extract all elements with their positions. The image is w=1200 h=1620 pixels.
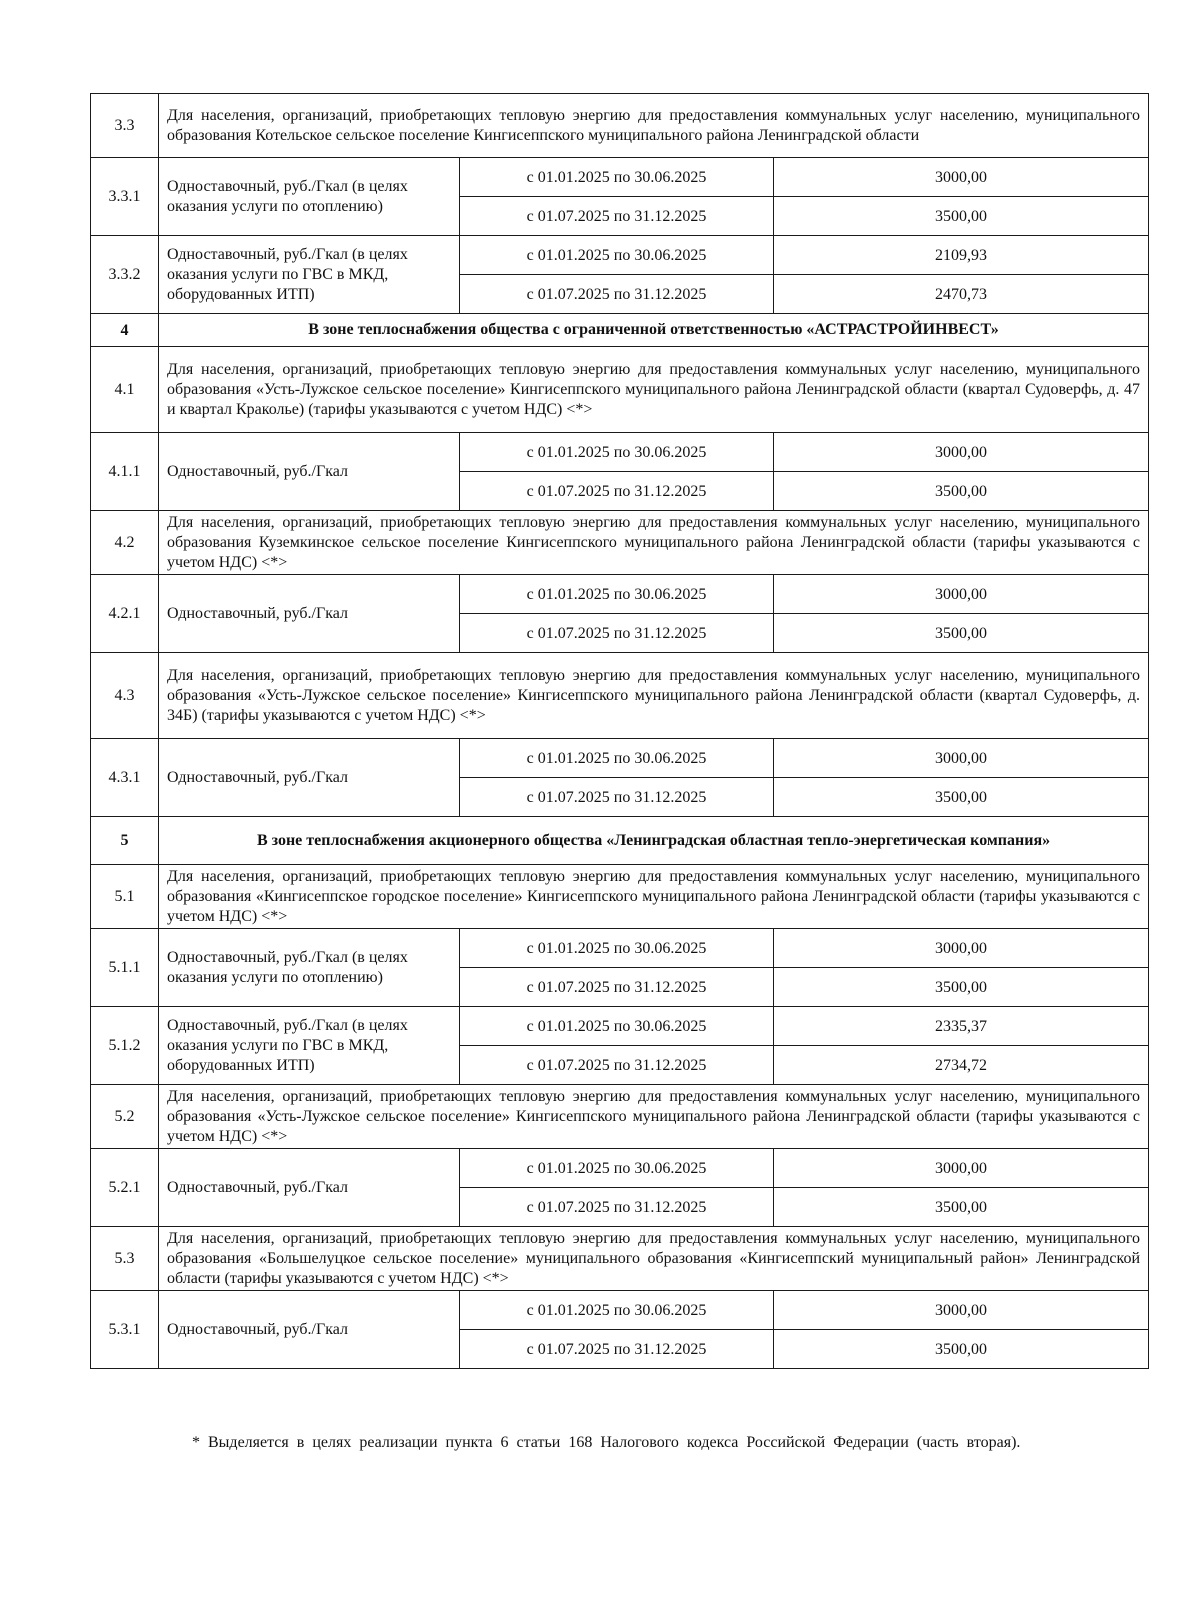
row-number: 4.2 [91, 511, 159, 575]
section-description-row [91, 511, 1149, 575]
tariff-name: Одноставочный, руб./Гкал [159, 575, 460, 653]
tariff-name: Одноставочный, руб./Гкал (в целях оказания услуги по ГВС в МКД, оборудованных ИТП) [159, 236, 460, 314]
row-number: 5.2.1 [91, 1149, 159, 1227]
tariff-value: 3000,00 [774, 158, 1149, 197]
tariff-period: с 01.07.2025 по 31.12.2025 [460, 197, 774, 236]
tariff-value: 2470,73 [774, 275, 1149, 314]
tariff-period: с 01.01.2025 по 30.06.2025 [460, 929, 774, 968]
row-number: 4.1 [91, 347, 159, 433]
row-number: 4.2.1 [91, 575, 159, 653]
row-number: 3.3 [91, 94, 159, 158]
row-number: 5.1 [91, 865, 159, 929]
tariff-name: Одноставочный, руб./Гкал [159, 1291, 460, 1369]
section-description-row [91, 347, 1149, 433]
row-number: 3.3.2 [91, 236, 159, 314]
tariff-value: 2335,37 [774, 1007, 1149, 1046]
tariff-row [91, 433, 1149, 472]
tariff-value: 3500,00 [774, 1330, 1149, 1369]
tariff-value: 3000,00 [774, 929, 1149, 968]
zone-number: 5 [91, 817, 159, 865]
row-number: 5.1.1 [91, 929, 159, 1007]
footnote: * Выделяется в целях реализации пункта 6 статьи 168 Налогового кодекса Российской Федерации (часть вторая). [192, 1434, 1021, 1451]
tariff-period: с 01.01.2025 по 30.06.2025 [460, 739, 774, 778]
tariff-row [91, 1149, 1149, 1188]
tariff-value: 2109,93 [774, 236, 1149, 275]
tariff-row [91, 929, 1149, 968]
tariff-value: 3500,00 [774, 197, 1149, 236]
tariff-value: 3500,00 [774, 778, 1149, 817]
tariff-period: с 01.01.2025 по 30.06.2025 [460, 575, 774, 614]
section-description: Для населения, организаций, приобретающих тепловую энергию для предоставления коммунальных услуг населению, муниципального образования «Кингисеппское городское поселение» Кингисеппского муниципального района Ленинградской области (тарифы указываются с учетом НДС) <*> [159, 865, 1149, 929]
section-description: Для населения, организаций, приобретающих тепловую энергию для предоставления коммунальных услуг населению, муниципального образования Котельское сельское поселение Кингисеппского муниципального района Ленинградской области [159, 94, 1149, 158]
tariff-row [91, 575, 1149, 614]
tariff-period: с 01.07.2025 по 31.12.2025 [460, 1046, 774, 1085]
tariff-period: с 01.07.2025 по 31.12.2025 [460, 275, 774, 314]
zone-header-row [91, 314, 1149, 347]
section-description-row [91, 1227, 1149, 1291]
section-description-row [91, 1085, 1149, 1149]
section-description-row [91, 653, 1149, 739]
section-description: Для населения, организаций, приобретающих тепловую энергию для предоставления коммунальных услуг населению, муниципального образования «Усть-Лужское сельское поселение» Кингисеппского муниципального района Ленинградской области (квартал Судоверфь, д. 47 и квартал Краколье) (тарифы указываются с учетом НДС) <*> [159, 347, 1149, 433]
tariff-row [91, 1007, 1149, 1046]
tariff-row [91, 158, 1149, 197]
document-page [90, 93, 1148, 1369]
row-number: 5.3.1 [91, 1291, 159, 1369]
tariff-period: с 01.07.2025 по 31.12.2025 [460, 778, 774, 817]
tariff-name: Одноставочный, руб./Гкал (в целях оказания услуги по отоплению) [159, 929, 460, 1007]
row-number: 5.2 [91, 1085, 159, 1149]
tariff-value: 2734,72 [774, 1046, 1149, 1085]
zone-header-row [91, 817, 1149, 865]
zone-title: В зоне теплоснабжения общества с ограниченной ответственностью «АСТРАСТРОЙИНВЕСТ» [159, 314, 1149, 347]
tariff-period: с 01.01.2025 по 30.06.2025 [460, 158, 774, 197]
row-number: 4.3 [91, 653, 159, 739]
row-number: 4.1.1 [91, 433, 159, 511]
tariff-period: с 01.01.2025 по 30.06.2025 [460, 433, 774, 472]
tariff-value: 3500,00 [774, 614, 1149, 653]
tariff-name: Одноставочный, руб./Гкал [159, 1149, 460, 1227]
tariff-row [91, 236, 1149, 275]
tariff-value: 3000,00 [774, 739, 1149, 778]
row-number: 4.3.1 [91, 739, 159, 817]
tariff-period: с 01.01.2025 по 30.06.2025 [460, 1007, 774, 1046]
section-description-row [91, 94, 1149, 158]
tariff-value: 3500,00 [774, 472, 1149, 511]
tariff-row [91, 1291, 1149, 1330]
section-description: Для населения, организаций, приобретающих тепловую энергию для предоставления коммунальных услуг населению, муниципального образования «Усть-Лужское сельское поселение» Кингисеппского муниципального района Ленинградской области (тарифы указываются с учетом НДС) <*> [159, 1085, 1149, 1149]
section-description: Для населения, организаций, приобретающих тепловую энергию для предоставления коммунальных услуг населению, муниципального образования «Усть-Лужское сельское поселение» Кингисеппского муниципального района Ленинградской области (квартал Судоверфь, д. 34Б) (тарифы указываются с учетом НДС) <*> [159, 653, 1149, 739]
tariff-name: Одноставочный, руб./Гкал (в целях оказания услуги по ГВС в МКД, оборудованных ИТП) [159, 1007, 460, 1085]
zone-number: 4 [91, 314, 159, 347]
tariff-period: с 01.01.2025 по 30.06.2025 [460, 1291, 774, 1330]
tariff-name: Одноставочный, руб./Гкал (в целях оказания услуги по отоплению) [159, 158, 460, 236]
tariff-period: с 01.07.2025 по 31.12.2025 [460, 472, 774, 511]
tariff-period: с 01.07.2025 по 31.12.2025 [460, 1188, 774, 1227]
tariff-period: с 01.01.2025 по 30.06.2025 [460, 1149, 774, 1188]
section-description-row [91, 865, 1149, 929]
tariff-period: с 01.01.2025 по 30.06.2025 [460, 236, 774, 275]
tariff-value: 3000,00 [774, 575, 1149, 614]
tariff-value: 3000,00 [774, 433, 1149, 472]
row-number: 5.3 [91, 1227, 159, 1291]
tariff-value: 3500,00 [774, 1188, 1149, 1227]
tariff-name: Одноставочный, руб./Гкал [159, 433, 460, 511]
zone-title: В зоне теплоснабжения акционерного общества «Ленинградская областная тепло-энергетическая компания» [159, 817, 1149, 865]
tariff-period: с 01.07.2025 по 31.12.2025 [460, 614, 774, 653]
tariff-value: 3000,00 [774, 1149, 1149, 1188]
tariff-value: 3000,00 [774, 1291, 1149, 1330]
tariff-period: с 01.07.2025 по 31.12.2025 [460, 968, 774, 1007]
tariff-name: Одноставочный, руб./Гкал [159, 739, 460, 817]
row-number: 5.1.2 [91, 1007, 159, 1085]
row-number: 3.3.1 [91, 158, 159, 236]
tariff-period: с 01.07.2025 по 31.12.2025 [460, 1330, 774, 1369]
tariff-row [91, 739, 1149, 778]
section-description: Для населения, организаций, приобретающих тепловую энергию для предоставления коммунальных услуг населению, муниципального образования Куземкинское сельское поселение Кингисеппского муниципального района Ленинградской области (тарифы указываются с учетом НДС) <*> [159, 511, 1149, 575]
tariff-table [90, 93, 1149, 1369]
tariff-value: 3500,00 [774, 968, 1149, 1007]
section-description: Для населения, организаций, приобретающих тепловую энергию для предоставления коммунальных услуг населению, муниципального образования «Большелуцкое сельское поселение» муниципального образования «Кингисеппский муниципальный район» Ленинградской области (тарифы указываются с учетом НДС) <*> [159, 1227, 1149, 1291]
